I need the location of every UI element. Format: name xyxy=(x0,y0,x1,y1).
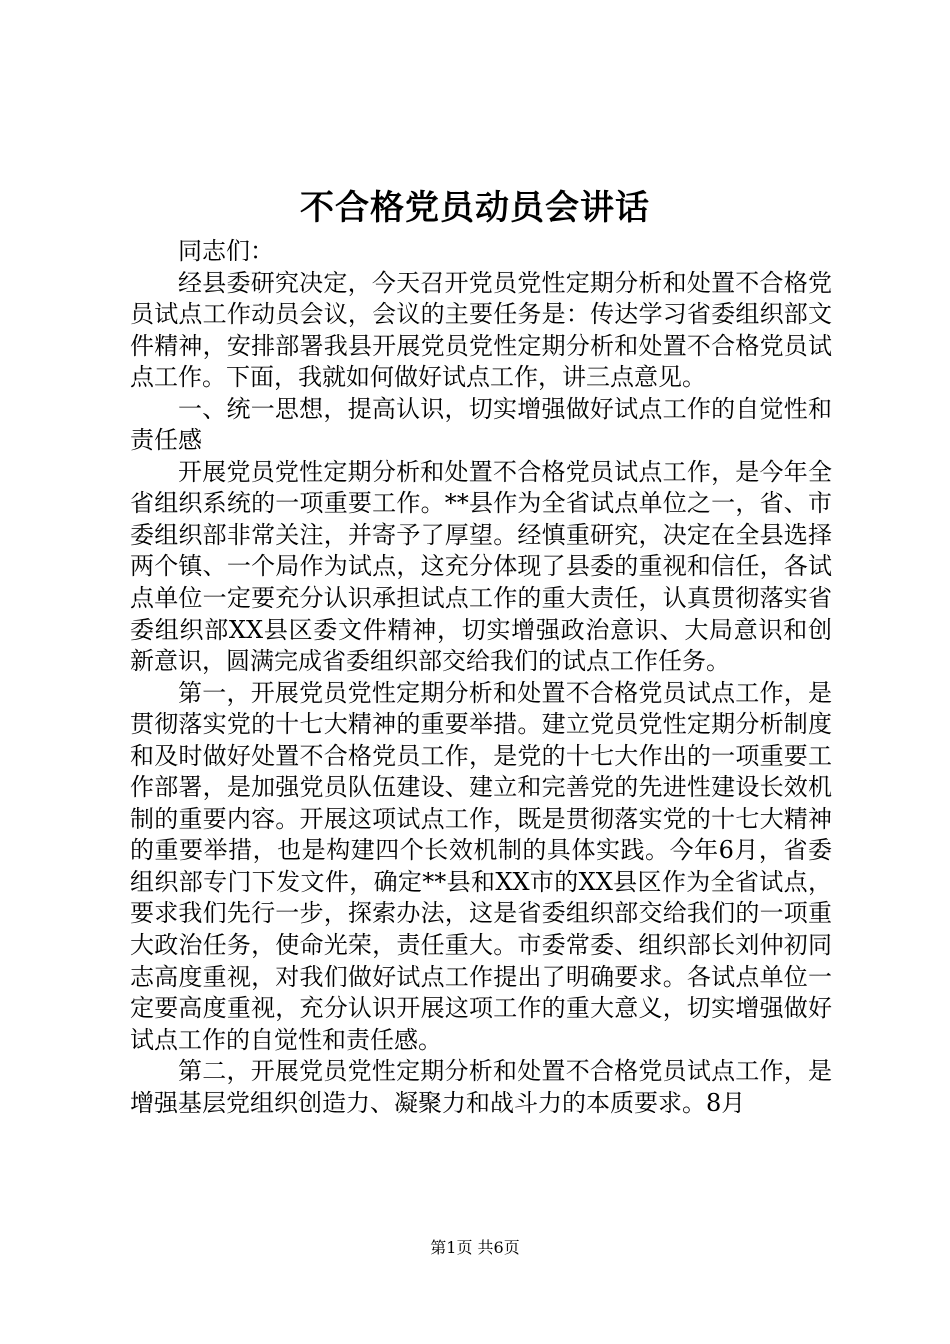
page-number-footer: 第1页 共6页 xyxy=(430,1238,520,1257)
document-title: 不合格党员动员会讲话 xyxy=(300,188,650,228)
intro-paragraph: 经县委研究决定，今天召开党员党性定期分析和处置不合格党员试点工作动员会议，会议的主要任务是：传达学习省委组织部文件精神，安排部署我县开展党员党性定期分析和处置不合格党员试点工作。下面，我就如何做好试点工作，讲三点意见。 xyxy=(130,268,832,392)
body-paragraph: 开展党员党性定期分析和处置不合格党员试点工作，是今年全省组织系统的一项重要工作。**县作为全省试点单位之一，省、市委组织部非常关注，并寄予了厚望。经慎重研究，决定在全县选择两个镇、一个局作为试点，这充分体现了县委的重视和信任，各试点单位一定要充分认识承担试点工作的重大责任，认真贯彻落实省委组织部XX县区委文件精神，切实增强政治意识、大局意识和创新意识，圆满完成省委组织部交给我们的试点工作任务。 xyxy=(130,457,832,676)
salutation-paragraph: 同志们： xyxy=(178,237,274,265)
section-heading-1: 一、统一思想，提高认识，切实增强做好试点工作的自觉性和责任感 xyxy=(130,394,832,455)
body-paragraph: 第一，开展党员党性定期分析和处置不合格党员试点工作，是贯彻落实党的十七大精神的重要举措。建立党员党性定期分析制度和及时做好处置不合格党员工作，是党的十七大作出的一项重要工作部署，是加强党员队伍建设、建立和完善党的先进性建设长效机制的重要内容。开展这项试点工作，既是贯彻落实党的十七大精神的重要举措，也是构建四个长效机制的具体实践。今年6月，省委组织部专门下发文件，确定**县和XX市的XX县区作为全省试点，要求我们先行一步，探索办法，这是省委组织部交给我们的一项重大政治任务，使命光荣，责任重大。市委常委、组织部长刘仲初同志高度重视，对我们做好试点工作提出了明确要求。各试点单位一定要高度重视，充分认识开展这项工作的重大意义，切实增强做好试点工作的自觉性和责任感。 xyxy=(130,678,832,1054)
body-paragraph: 第二，开展党员党性定期分析和处置不合格党员试点工作，是增强基层党组织创造力、凝聚力和战斗力的本质要求。8月 xyxy=(130,1057,832,1117)
document-body xyxy=(130,236,832,1119)
